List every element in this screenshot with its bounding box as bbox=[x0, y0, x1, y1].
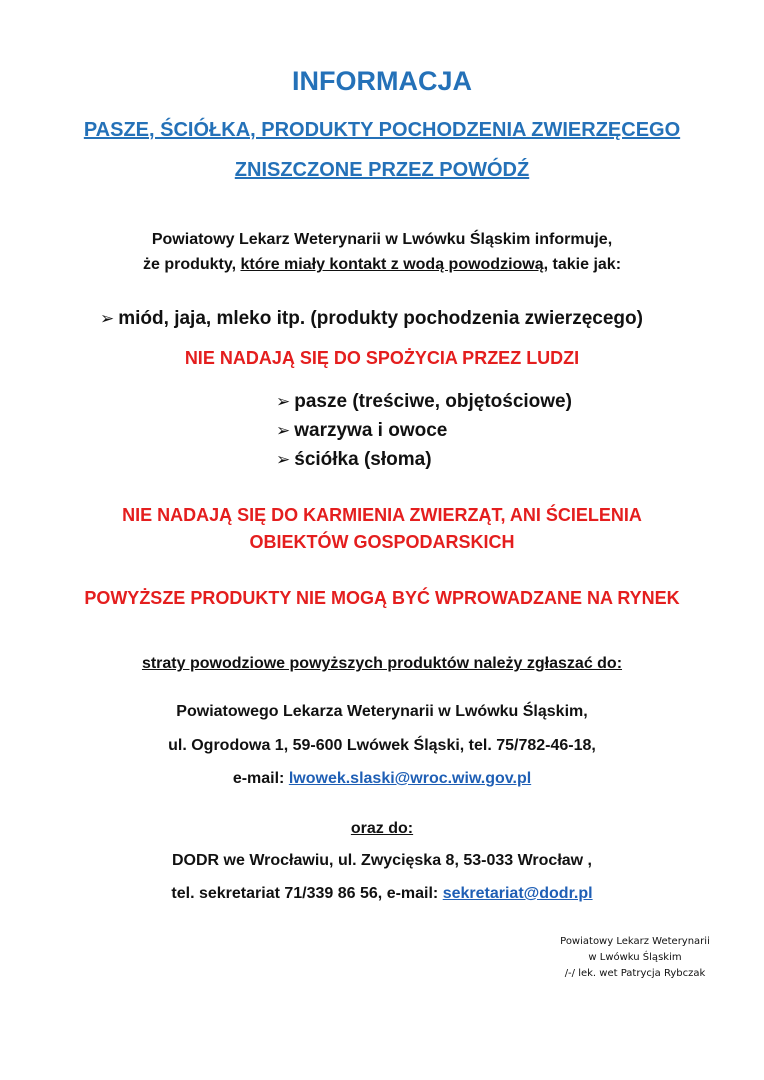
intro-line-2-underlined: które miały kontakt z wodą powodziową bbox=[240, 256, 544, 273]
signature-line-1: Powiatowy Lekarz Weterynarii bbox=[560, 936, 710, 947]
office-email-link[interactable]: lwowek.slaski@wroc.wiw.gov.pl bbox=[288, 770, 532, 787]
arrow-bullet-icon: ➢ bbox=[100, 309, 115, 328]
office-email-line bbox=[0, 770, 764, 788]
dodr-contact-line bbox=[0, 885, 764, 903]
signature-line-3: /-/ lek. wet Patrycja Rybczak bbox=[564, 968, 706, 979]
also-to-label: oraz do: bbox=[350, 820, 414, 837]
list2-item bbox=[276, 420, 447, 442]
warning-not-for-animal-feed-line-1: NIE NADAJĄ SIĘ DO KARMIENIA ZWIERZĄT, ANI ŚCIELENIA bbox=[122, 505, 642, 525]
intro-line-2-suffix: , takie jak: bbox=[543, 256, 622, 273]
warning-not-for-human-consumption: NIE NADAJĄ SIĘ DO SPOŻYCIA PRZEZ LUDZI bbox=[184, 348, 580, 368]
intro-line-1: Powiatowy Lekarz Weterynarii w Lwówku Śląskim informuje, bbox=[151, 231, 613, 248]
list1-item-text: miód, jaja, mleko itp. (produkty pochodzenia zwierzęcego) bbox=[118, 308, 643, 329]
list2-item bbox=[276, 391, 572, 413]
list2-item-text: ściółka (słoma) bbox=[294, 449, 432, 470]
subtitle-line-1: PASZE, ŚCIÓŁKA, PRODUKTY POCHODZENIA ZWIERZĘCEGO bbox=[83, 119, 681, 141]
dodr-email-link[interactable]: sekretariat@dodr.pl bbox=[442, 885, 593, 902]
dodr-address-line: DODR we Wrocławiu, ul. Zwycięska 8, 53-033 Wrocław , bbox=[171, 852, 592, 869]
office-address-line-2: ul. Ogrodowa 1, 59-600 Lwówek Śląski, tel. 75/782-46-18, bbox=[168, 737, 596, 754]
page-title: INFORMACJA bbox=[292, 66, 472, 96]
signature-line-2: w Lwówku Śląskim bbox=[588, 952, 682, 963]
warning-market-ban: POWYŻSZE PRODUKTY NIE MOGĄ BYĆ WPROWADZANE NA RYNEK bbox=[84, 588, 680, 608]
office-address-line-1: Powiatowego Lekarza Weterynarii w Lwówku Śląskim, bbox=[176, 703, 588, 720]
arrow-bullet-icon: ➢ bbox=[276, 392, 291, 411]
subtitle-line-2: ZNISZCZONE PRZEZ POWÓDŹ bbox=[234, 159, 530, 181]
office-email-label: e-mail: bbox=[232, 770, 289, 787]
signature-block bbox=[525, 934, 745, 982]
intro-line-2 bbox=[0, 256, 764, 274]
list2-item-text: warzywa i owoce bbox=[294, 420, 448, 441]
intro-line-2-prefix: że produkty, bbox=[142, 256, 241, 273]
arrow-bullet-icon: ➢ bbox=[276, 421, 291, 440]
report-heading: straty powodziowe powyższych produktów należy zgłaszać do: bbox=[141, 655, 623, 672]
list2-item-text: pasze (treściwe, objętościowe) bbox=[294, 391, 572, 412]
arrow-bullet-icon: ➢ bbox=[276, 450, 291, 469]
list1-item bbox=[100, 308, 643, 330]
list2-item bbox=[276, 449, 432, 471]
warning-not-for-animal-feed-line-2: OBIEKTÓW GOSPODARSKICH bbox=[249, 532, 515, 552]
dodr-contact-prefix: tel. sekretariat 71/339 86 56, e-mail: bbox=[171, 885, 443, 902]
